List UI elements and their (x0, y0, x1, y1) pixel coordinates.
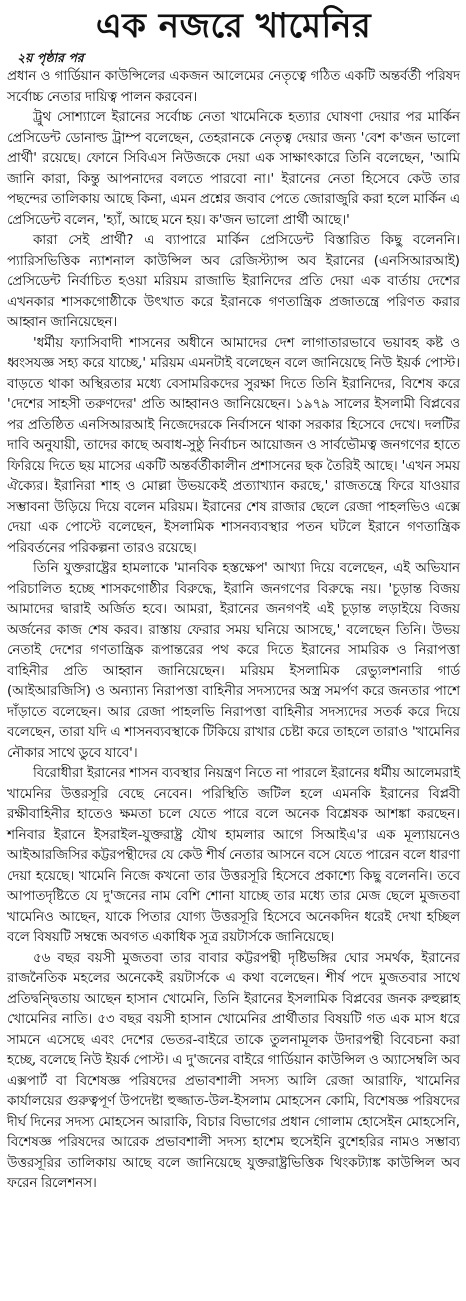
article-paragraph: ট্রুথ সোশ্যালে ইরানের সর্বোচ্চ নেতা খামেনিকে হত্যার ঘোষণা দেয়ার পর মার্কিন প্রেসিডেন্ট ডোনাল্ড ট্রাম্প বলেছেন, তেহরানকে নেতৃত্ব দেয়ার জন্য 'বেশ ক'জন ভালো প্রার্থী' রয়েছে। ফোনে সিবিএস নিউজকে দেয়া এক সাক্ষাৎকারে তিনি বলেছেন, 'আমি জানি কারা, কিন্তু আপনাদের বলতে পারবো না।' ইরানের নেতা হিসেবে কেউ তার পছন্দের তালিকায় আছে কিনা, এমন প্রশ্নের জবাব পেতে জোরাজুরি করা হলে মার্কিন এ প্রেসিডেন্ট বলেন, 'হ্যাঁ, আছে মনে হয়। ক'জন ভালো প্রার্থী আছে।' (7, 110, 460, 228)
article-paragraph: কারা সেই প্রার্থী? এ ব্যাপারে মার্কিন প্রেসিডেন্ট বিস্তারিত কিছু বলেননি। প্যারিসভিত্তিক ন্যাশনাল কাউন্সিল অব রেজিস্ট্যান্স অব ইরানের (এনসিআরআই) প্রেসিডেন্ট নির্বাচিত হওয়া মরিয়ম রাজাভি ইরানিদের প্রতি দেয়া এক বার্তায় দেশের এখনকার শাসকগোষ্ঠীকে উৎখাত করে ইরানকে গণতান্ত্রিক প্রজাতন্ত্রে পরিণত করার আহ্বান জানিয়েছেন। (7, 233, 460, 330)
article-paragraph: তিনি যুক্তরাষ্ট্রের হামলাকে 'মানবিক হস্তক্ষেপ' আখ্যা দিয়ে বলেছেন, এই অভিযান পরিচালিত হচ্ছে শাসকগোষ্ঠীর বিরুদ্ধে, ইরানি জনগণের বিরুদ্ধে নয়। 'চূড়ান্ত বিজয় আমাদের দ্বারাই অর্জিত হবে। আমরা, ইরানের জনগণই এই চূড়ান্ত লড়াইয়ে বিজয় অর্জনের কাজ শেষ করব। রাস্তায় ফেরার সময় ঘনিয়ে আসছে,' বলেছেন তিনি। উভয় নেতাই দেশের গণতান্ত্রিক রূপান্তরের পথ করে দিতে ইরানের সামরিক ও নিরাপত্তা বাহিনীর প্রতি আহ্বান জানিয়েছেন। মরিয়ম ইসলামিক রেভ্যুলশনারি গার্ড (আইআরজিসি) ও অন্যান্য নিরাপত্তা বাহিনীর সদস্যদের অস্ত্র সমর্পণ করে জনতার পাশে দাঁড়াতে বলেছেন। আর রেজা পাহলভি নিরাপত্তা বাহিনীর সদস্যদের সতর্ক করে দিয়ে বলেছেন, তারা যদি এ শাসনব্যবস্থাকে টিকিয়ে রাখার চেষ্টা করে তাহলে তারাও 'খামেনির নৌকার সাথে ডুবে যাবে'। (7, 561, 460, 761)
article-paragraph: বিরোধীরা ইরানের শাসন ব্যবস্থার নিয়ন্ত্রণ নিতে না পারলে ইরানের ধর্মীয় আলেমরাই খামেনির উত্তরসূরি বেছে নেবেন। পরিস্থিতি জটিল হলে এমনকি ইরানের বিপ্লবী রক্ষীবাহিনীর হাতেও ক্ষমতা চলে যেতে পারে বলে অনেক বিশ্লেষক আশঙ্কা করছেন। শনিবার ইরানে ইসরাইল-যুক্তরাষ্ট্র যৌথ হামলার আগে সিআইএ'র এক মূল্যায়নেও আইআরজিসির কট্টরপন্থীদের যে কেউ শীর্ষ নেতার আসনে বসে যেতে পারেন বলে ধারণা দেয়া হয়েছে। খামেনি নিজে কখনো তার উত্তরসূরি হিসেবে প্রকাশ্যে কিছু বলেননি। তবে আপাতদৃষ্টিতে যে দু'জনের নাম বেশি শোনা যাচ্ছে তার মধ্যে তার মেজ ছেলে মুজতবা খামেনিও আছেন, যাকে পিতার যোগ্য উত্তরসূরি হিসেবে অনেকদিন ধরেই দেখা হচ্ছিল বলে বিষয়টি সম্বন্ধে অবগত একাধিক সূত্র রয়টার্সকে জানিয়েছে। (7, 766, 460, 945)
continued-from-label: ২য় পৃষ্ঠার পর (17, 50, 84, 65)
article-body (7, 67, 460, 1195)
article-paragraph: ৫৬ বছর বয়সী মুজতবা তার বাবার কট্টরপন্থী দৃষ্টিভঙ্গির ঘোর সমর্থক, ইরানের রাজনৈতিক মহলের অনেকেই রয়টার্সকে এ কথা বলেছেন। শীর্ষ পদে মুজতবার সাথে প্রতিদ্বন্দ্বিতায় আছেন হাসান খোমেনি, তিনি ইরানের ইসলামিক বিপ্লবের জনক রুহুল্লাহ খোমেনির নাতি। ৫৩ বছর বয়সী হাসান খোমেনির প্রার্থীতার বিষয়টি গত এক মাস ধরে সামনে এসেছে এবং দেশের ভেতর-বাইরে তাকে তুলনামূলক উদারপন্থী বিবেচনা করা হচ্ছে, বলেছে নিউ ইয়র্ক পোস্ট। এ দু'জনের বাইরে গার্ডিয়ান কাউন্সিল ও অ্যাসেম্বলি অব এক্সপার্ট বা বিশেষজ্ঞ পরিষদের প্রভাবশালী সদস্য আলি রেজা আরাফি, খামেনির কার্যালয়ের গুরুত্বপূর্ণ উপদেষ্টা হুজ্জাত-উল-ইসলাম মোহসেন কোমি, বিশেষজ্ঞ পরিষদের দীর্ঘ দিনের সদস্য মোহসেন আরাকি, বিচার বিভাগের প্রধান গোলাম হোসেইন মোহসেনি, বিশেষজ্ঞ পরিষদের আরেক প্রভাবশালী সদস্য হাশেম হুসেইনি বুশেহরির নামও সম্ভাব্য উত্তরসূরির তালিকায় আছে বলে জানিয়েছে যুক্তরাষ্ট্রভিত্তিক থিংকট্যাঙ্ক কাউন্সিল অব ফরেন রিলেশনস। (7, 950, 460, 1191)
article-paragraph: প্রধান ও গার্ডিয়ান কাউন্সিলের একজন আলেমের নেতৃত্বে গঠিত একটি অন্তর্বর্তী পরিষদ সর্বোচ্চ নেতার দায়িত্ব পালন করবেন। (7, 69, 460, 105)
article-paragraph: 'ধর্মীয় ফ্যাসিবাদী শাসনের অধীনে আমাদের দেশ লাগাতারভাবে ভয়াবহ কষ্ট ও ধ্বংসযজ্ঞ সহ্য করে যাচ্ছে,' মরিয়ম এমনটাই বলেছেন বলে জানিয়েছে নিউ ইয়র্ক পোস্ট। বাড়তে থাকা অস্থিরতার মধ্যে বেসামরিকদের সুরক্ষা দিতে তিনি ইরানিদের, বিশেষ করে 'দেশের সাহসী তরুণদের' প্রতি আহ্বানও জানিয়েছেন। ১৯৭৯ সালের ইসলামী বিপ্লবের পর প্রতিষ্ঠিত এনসিআরআই নিজেদেরকে নির্বাসনে থাকা সরকার হিসেবে দেখে। দলটির দাবি অনুযায়ী, তাদের কাছে অবাধ-সুষ্ঠু নির্বাচন আয়োজন ও সার্বভৌমত্ব জনগণের হাতে ফিরিয়ে দিতে ছয় মাসের একটি অন্তর্বর্তীকালীন প্রশাসনের ছক তৈরিই আছে। 'এখন সময় ঐক্যের। ইরানিরা শাহ ও মোল্লা উভয়কেই প্রত্যাখ্যান করছে,' রাজতন্ত্রে ফিরে যাওয়ার সম্ভাবনা উড়িয়ে দিয়ে বলেন মরিয়ম। ইরানের শেষ রাজার ছেলে রেজা পাহলভিও এক্সে দেয়া এক পোস্টে বলেছেন, ইসলামিক শাসনব্যবস্থার পতন ঘটলে ইরানে গণতান্ত্রিক পরিবর্তনের পরিকল্পনা তারও রয়েছে। (7, 335, 460, 556)
headline: এক নজরে খামেনির (95, 6, 372, 46)
